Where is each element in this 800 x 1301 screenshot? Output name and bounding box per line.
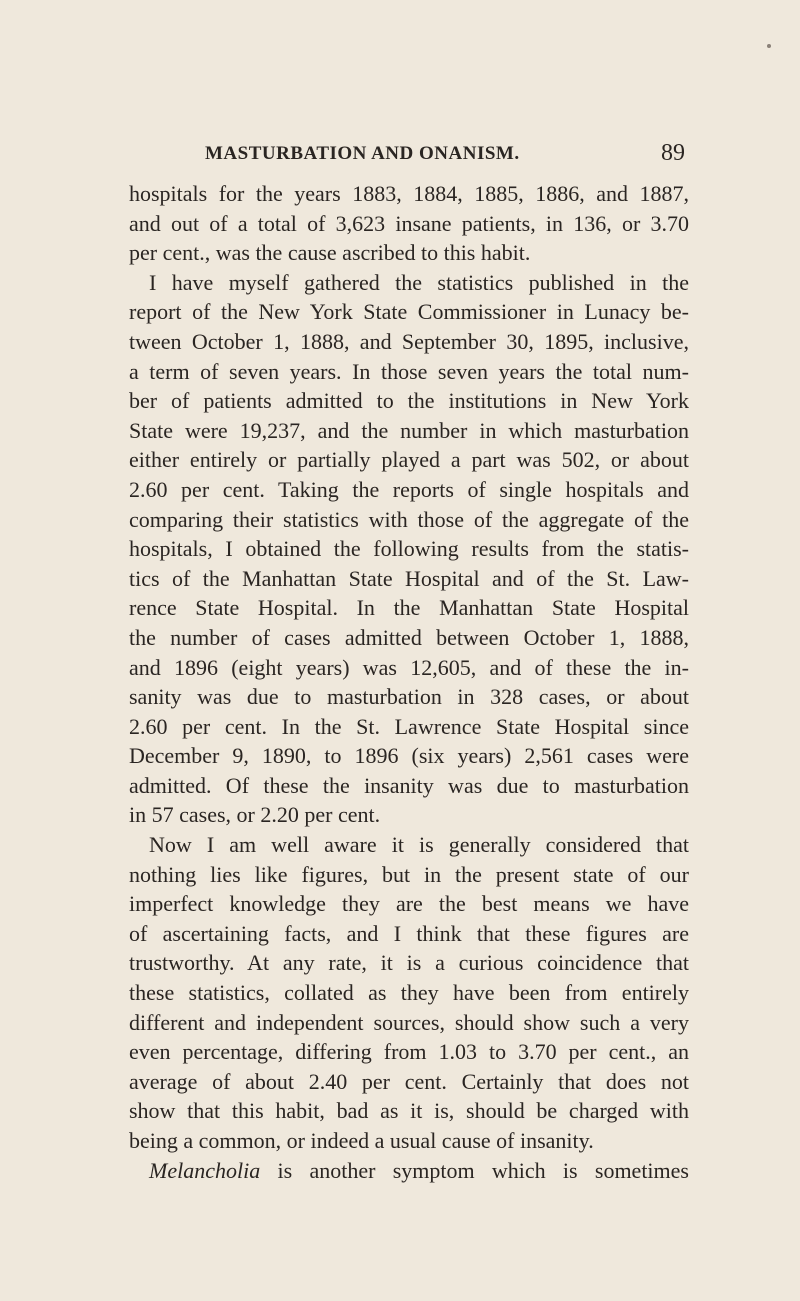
text-line: tween October 1, 1888, and September 30, 1895, inclusive, bbox=[129, 328, 689, 354]
text-line: State were 19,237, and the number in which masturbation bbox=[129, 417, 689, 443]
page-number: 89 bbox=[661, 140, 685, 166]
specks bbox=[767, 44, 771, 48]
running-title: MASTURBATION AND ONANISM. bbox=[205, 143, 520, 164]
text-line: in 57 cases, or 2.20 per cent. bbox=[129, 802, 381, 828]
text-line: rence State Hospital. In the Manhattan State Hospital bbox=[129, 595, 689, 621]
text-line: December 9, 1890, to 1896 (six years) 2,561 cases were bbox=[129, 743, 689, 769]
text-line: different and independent sources, should show such a very bbox=[129, 1009, 689, 1035]
text-line: admitted. Of these the insanity was due to masturbation bbox=[129, 772, 689, 798]
body-text bbox=[129, 179, 689, 1185]
text-line: Now I am well aware it is generally considered that bbox=[149, 832, 689, 858]
italic-term: Melancholia bbox=[149, 1157, 261, 1183]
text-line: either entirely or partially played a part was 502, or about bbox=[129, 447, 689, 473]
text-line: comparing their statistics with those of the aggregate of the bbox=[129, 506, 689, 532]
text-line: sanity was due to masturbation in 328 cases, or about bbox=[129, 684, 689, 710]
text-line: per cent., was the cause ascribed to this habit. bbox=[129, 240, 531, 266]
text-line: 2.60 per cent. In the St. Lawrence State Hospital since bbox=[129, 713, 689, 739]
text-line bbox=[129, 1156, 689, 1186]
text-line: even percentage, differing from 1.03 to 3.70 per cent., an bbox=[129, 1039, 689, 1065]
text-line: I have myself gathered the statistics published in the bbox=[149, 269, 689, 295]
text-line: tics of the Manhattan State Hospital and of the St. Law- bbox=[129, 565, 689, 591]
text-line: trustworthy. At any rate, it is a curious coincidence that bbox=[129, 950, 689, 976]
text-line: being a common, or indeed a usual cause of insanity. bbox=[129, 1128, 594, 1153]
text-line: hospitals for the years 1883, 1884, 1885, 1886, and 1887, bbox=[129, 181, 689, 206]
text-line: 2.60 per cent. Taking the reports of single hospitals and bbox=[129, 476, 689, 502]
text-line: average of about 2.40 per cent. Certainly that does not bbox=[129, 1068, 689, 1094]
text-line: imperfect knowledge they are the best means we have bbox=[129, 891, 689, 917]
running-head bbox=[205, 140, 685, 173]
text-line: ber of patients admitted to the institutions in New York bbox=[129, 388, 689, 414]
text-line: show that this habit, bad as it is, should be charged with bbox=[129, 1098, 689, 1124]
text-line: of ascertaining facts, and I think that these figures are bbox=[129, 920, 689, 946]
text-line: nothing lies like figures, but in the present state of our bbox=[129, 861, 689, 887]
text-line: and out of a total of 3,623 insane patients, in 136, or 3.70 bbox=[129, 210, 689, 236]
text-line: report of the New York State Commissioner in Lunacy be- bbox=[129, 299, 689, 325]
text-line: the number of cases admitted between October 1, 1888, bbox=[129, 624, 689, 650]
text-fragment: is another symptom which is sometimes bbox=[260, 1157, 689, 1183]
text-line: a term of seven years. In those seven years the total num- bbox=[129, 358, 689, 384]
text-line: these statistics, collated as they have been from entirely bbox=[129, 980, 689, 1006]
text-line: hospitals, I obtained the following results from the statis- bbox=[129, 536, 689, 562]
text-line: and 1896 (eight years) was 12,605, and of these the in- bbox=[129, 654, 689, 680]
